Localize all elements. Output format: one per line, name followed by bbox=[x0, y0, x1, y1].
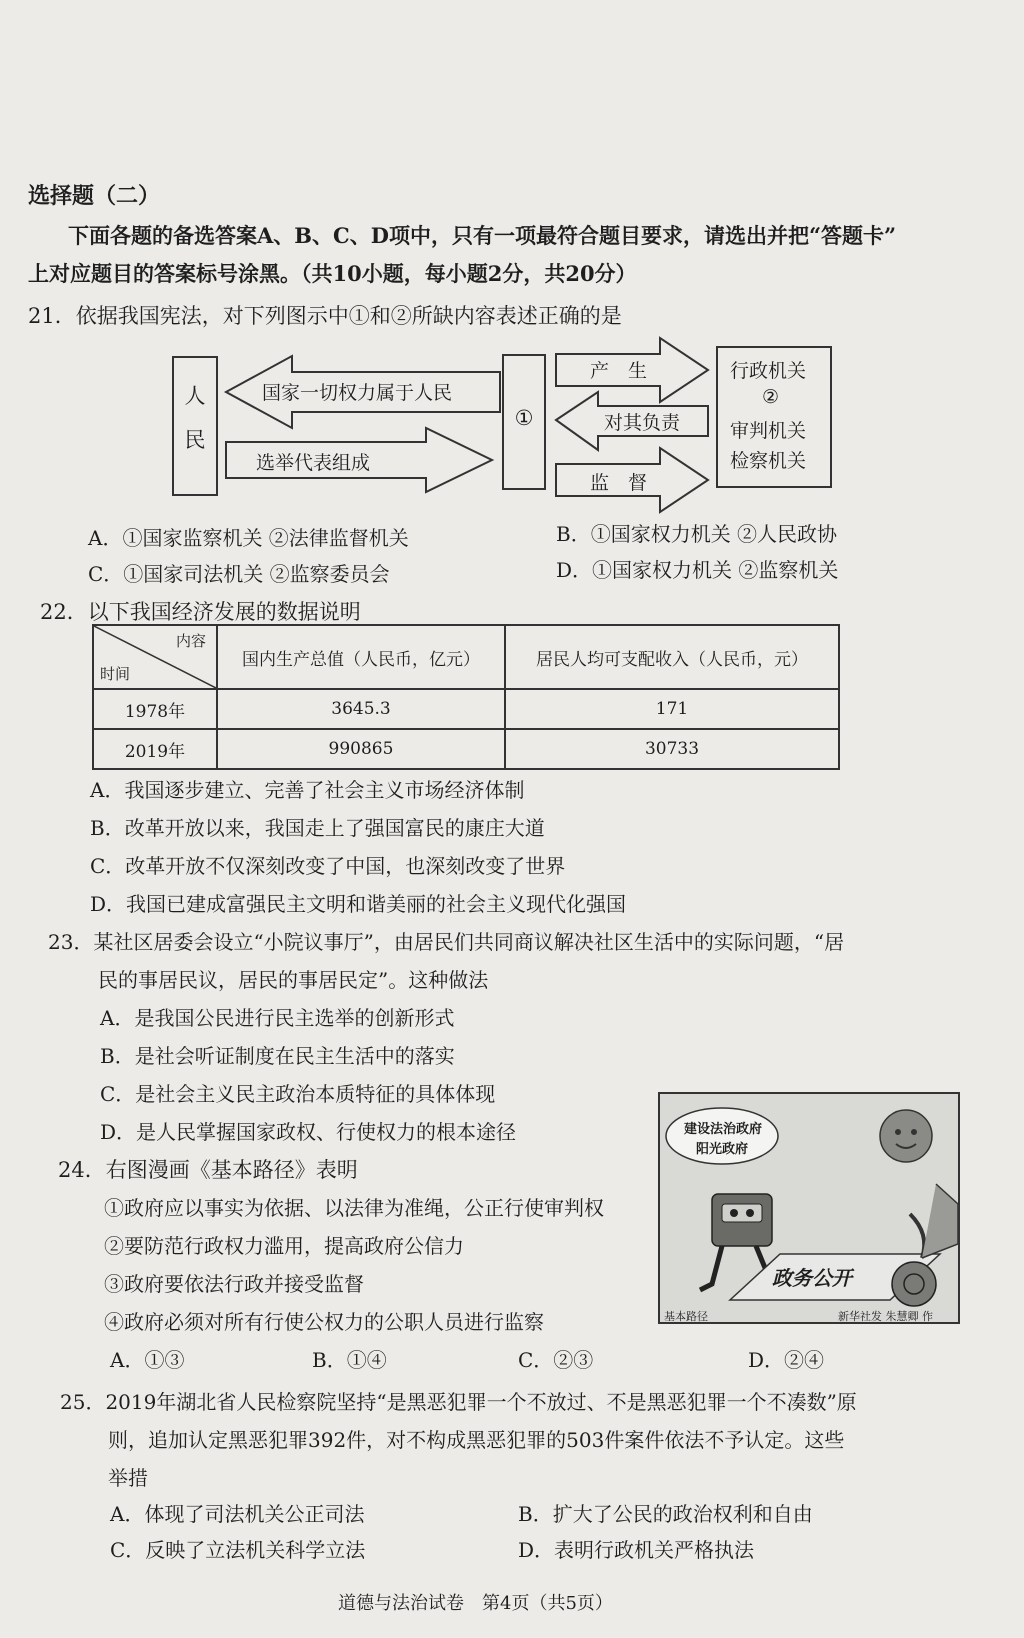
caption-left: 基本路径 bbox=[664, 1310, 708, 1323]
arrow-responsible-label: 对其负责 bbox=[604, 412, 681, 434]
q22-option-d: D．我国已建成富强民主文明和谐美丽的社会主义现代化强国 bbox=[90, 892, 627, 916]
instructions-line-1: 下面各题的备选答案A、B、C、D项中，只有一项最符合题目要求，请选出并把“答题卡” bbox=[68, 223, 897, 248]
q24-option-c: C．②③ bbox=[518, 1348, 594, 1372]
q24-statement-4: ④政府必须对所有行使公权力的公职人员进行监察 bbox=[104, 1310, 544, 1334]
cartoon-basic-path bbox=[658, 1092, 960, 1324]
q25-stem-line-1: 25．2019年湖北省人民检察院坚持“是黑恶犯罪一个不放过、不是黑恶犯罪一个不凑数”原 bbox=[60, 1390, 857, 1414]
bubble-line-1: 建设法治政府 bbox=[684, 1122, 763, 1137]
q23-stem-line-2: 民的事居民议，居民的事居民定”。这种做法 bbox=[98, 968, 489, 992]
page-footer: 道德与法治试卷 第4页（共5页） bbox=[338, 1593, 613, 1614]
table-cell-gdp: 990865 bbox=[217, 729, 505, 769]
q24-option-d: D．②④ bbox=[748, 1348, 825, 1372]
organ-administrative: 行政机关 bbox=[730, 360, 807, 382]
economic-data-table bbox=[92, 624, 840, 770]
q25-option-a: A．体现了司法机关公正司法 bbox=[110, 1502, 365, 1526]
table-corner-cell bbox=[93, 625, 217, 689]
q23-stem-line-1: 23．某社区居委会设立“小院议事厅”，由居民们共同商议解决社区生活中的实际问题，“居 bbox=[48, 930, 845, 954]
q25-option-d: D．表明行政机关严格执法 bbox=[518, 1538, 755, 1562]
q25-option-c: C．反映了立法机关科学立法 bbox=[110, 1538, 366, 1562]
table-cell-gdp: 3645.3 bbox=[217, 689, 505, 729]
arrow-produce-label: 产 生 bbox=[590, 360, 648, 382]
q23-option-c: C．是社会主义民主政治本质特征的具体体现 bbox=[100, 1082, 496, 1106]
q24-stem: 24．右图漫画《基本路径》表明 bbox=[58, 1158, 358, 1182]
organ-blank-2: ② bbox=[762, 386, 780, 408]
people-char-2: 民 bbox=[184, 428, 206, 452]
corner-top-label: 内容 bbox=[175, 632, 206, 650]
arrow-supervise-label: 监 督 bbox=[590, 472, 648, 494]
table-header-income: 居民人均可支配收入（人民币，元） bbox=[505, 625, 839, 689]
q24-statement-3: ③政府要依法行政并接受监督 bbox=[104, 1272, 364, 1296]
table-row bbox=[93, 729, 839, 769]
section-title: 选择题（二） bbox=[28, 183, 161, 209]
table-cell-year: 1978年 bbox=[93, 689, 217, 729]
organ-procuratorate: 检察机关 bbox=[730, 450, 807, 472]
q23-option-d: D．是人民掌握国家政权、行使权力的根本途径 bbox=[100, 1120, 517, 1144]
corner-bottom-label: 时间 bbox=[100, 665, 131, 683]
organs-box bbox=[716, 346, 832, 488]
table-cell-income: 171 bbox=[505, 689, 839, 729]
q24-statement-1: ①政府应以事实为依据、以法律为准绳，公正行使审判权 bbox=[104, 1196, 604, 1220]
table-header-gdp: 国内生产总值（人民币，亿元） bbox=[217, 625, 505, 689]
q22-option-c: C．改革开放不仅深刻改变了中国，也深刻改变了世界 bbox=[90, 854, 566, 878]
caption-right: 新华社发 朱慧卿 作 bbox=[838, 1310, 933, 1323]
bubble-line-2: 阳光政府 bbox=[696, 1142, 749, 1157]
q24-statement-2: ②要防范行政权力滥用，提高政府公信力 bbox=[104, 1234, 464, 1258]
table-cell-income: 30733 bbox=[505, 729, 839, 769]
center-label: ① bbox=[514, 406, 534, 430]
q25-stem-line-2: 则，追加认定黑恶犯罪392件，对不构成黑恶犯罪的503件案件依法不予认定。这些 bbox=[108, 1428, 845, 1452]
q22-option-b: B．改革开放以来，我国走上了强国富民的康庄大道 bbox=[90, 816, 545, 840]
center-box bbox=[502, 354, 546, 490]
q25-stem-line-3: 举措 bbox=[108, 1466, 148, 1490]
q21-option-c: C．①国家司法机关 ②监察委员会 bbox=[88, 562, 390, 586]
scroll-roll bbox=[892, 1262, 936, 1306]
scroll-text: 政务公开 bbox=[772, 1266, 852, 1290]
q21-option-a: A．①国家监察机关 ②法律监督机关 bbox=[88, 526, 409, 550]
table-row bbox=[93, 689, 839, 729]
table-header-row bbox=[93, 625, 839, 689]
q22-stem: 22．以下我国经济发展的数据说明 bbox=[40, 600, 361, 624]
q23-option-a: A．是我国公民进行民主选举的创新形式 bbox=[100, 1006, 455, 1030]
table-cell-year: 2019年 bbox=[93, 729, 217, 769]
arrow-left-label: 国家一切权力属于人民 bbox=[262, 382, 453, 404]
q23-option-b: B．是社会听证制度在民主生活中的落实 bbox=[100, 1044, 455, 1068]
people-char-1: 人 bbox=[184, 384, 206, 408]
instructions-line-2: 上对应题目的答案标号涂黑。（共10小题，每小题2分，共20分） bbox=[28, 261, 637, 286]
sun-icon bbox=[880, 1110, 932, 1162]
organ-judicial: 审判机关 bbox=[730, 420, 807, 442]
arrow-right-label: 选举代表组成 bbox=[256, 452, 371, 474]
q21-option-b: B．①国家权力机关 ②人民政协 bbox=[556, 522, 838, 546]
q24-option-b: B．①④ bbox=[312, 1348, 387, 1372]
q24-option-a: A．①③ bbox=[110, 1348, 185, 1372]
q22-option-a: A．我国逐步建立、完善了社会主义市场经济体制 bbox=[90, 778, 525, 802]
q25-option-b: B．扩大了公民的政治权利和自由 bbox=[518, 1502, 813, 1526]
q21-stem: 21．依据我国宪法，对下列图示中①和②所缺内容表述正确的是 bbox=[28, 304, 622, 328]
q21-option-d: D．①国家权力机关 ②监察机关 bbox=[556, 558, 839, 582]
